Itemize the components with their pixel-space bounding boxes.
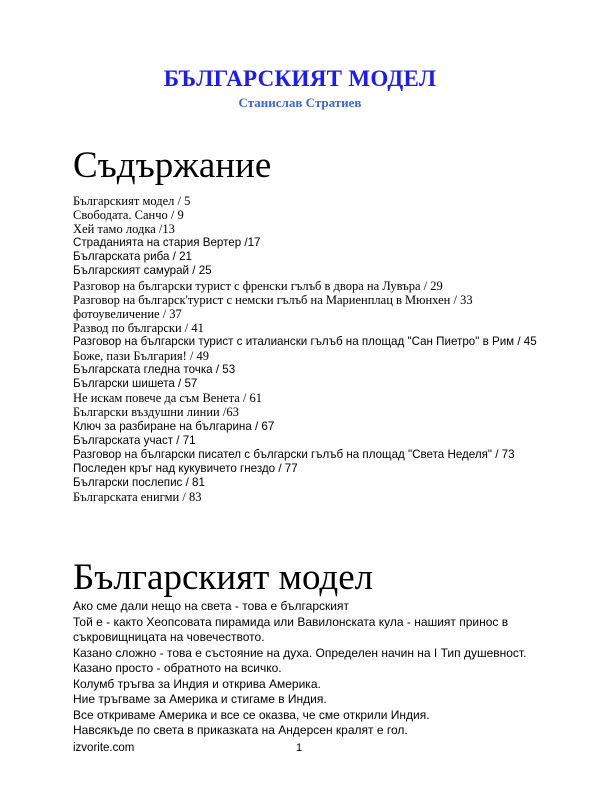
toc-item: Българският модел / 5 xyxy=(73,194,191,208)
chapter-paragraph: Казано сложно - това е състояние на духа. Определен начин на I Тип душевност. xyxy=(73,645,527,660)
toc-item: Българският самурай / 25 xyxy=(73,264,212,278)
chapter-body xyxy=(73,599,543,739)
chapter-paragraph: Той е - както Хеопсовата пирамида или Вавилонската кула - нашият принос в съкровищницата на човечеството. xyxy=(73,614,509,644)
toc-item: фотоувеличение / 37 xyxy=(73,306,182,321)
chapter-paragraph: Навсякъде по света в приказката на Андерсен кралят е гол. xyxy=(73,723,408,737)
toc-item: Българската енигми / 83 xyxy=(73,489,202,504)
toc-item: Страданията на стария Вертер /17 xyxy=(73,236,261,250)
toc-item: Боже, пази България! / 49 xyxy=(73,349,210,364)
toc-item: Хей тамо лодка /13 xyxy=(73,222,175,237)
footer-site: izvorite.com xyxy=(73,742,135,754)
toc-item: Разговор на български турист с италиански гълъб на площад "Сан Пиетро" в Рим / 45 xyxy=(73,334,537,348)
table-of-contents xyxy=(73,194,593,504)
chapter-paragraph: Колумб тръгва за Индия и открива Америка. xyxy=(73,676,321,691)
toc-heading: Съдържание xyxy=(73,145,272,186)
toc-item: Българската риба / 21 xyxy=(73,250,192,264)
toc-item: Разговор на български турист с френски гълъб в двора на Лувъра / 29 xyxy=(73,278,443,293)
page-number: 1 xyxy=(296,742,303,754)
toc-item: Българската участ / 71 xyxy=(73,433,196,447)
chapter-heading: Българският модел xyxy=(73,557,374,598)
toc-item: Свободата. Санчо / 9 xyxy=(73,208,184,223)
chapter-paragraph: Ние тръгваме за Америка и стигаме в Индия. xyxy=(73,692,327,706)
toc-item: Българската гледна точка / 53 xyxy=(73,363,236,377)
chapter-paragraph: Казано просто - обратното на всичко. xyxy=(73,661,282,675)
toc-item: Ключ за разбиране на българина / 67 xyxy=(73,419,275,433)
book-title: БЪЛГАРСКИЯТ МОДЕЛ xyxy=(163,66,437,91)
chapter-paragraph: Все откриваме Америка и все се оказва, че сме открили Индия. xyxy=(73,707,430,722)
toc-item: Разговор на български писател с български гълъб на площад "Света Неделя" / 73 xyxy=(73,447,515,461)
toc-item: Български послепис / 81 xyxy=(73,475,205,489)
toc-item: Български въздушни линии /63 xyxy=(73,405,239,420)
toc-item: Не искам повече да съм Венета / 61 xyxy=(73,391,262,406)
book-author: Станислав Стратиев xyxy=(238,95,362,110)
toc-item: Последен кръг над кукувичето гнездо / 77 xyxy=(73,461,298,475)
toc-item: Разговор на българск'турист с немски гълъб на Мариенплац в Мюнхен / 33 xyxy=(73,292,473,307)
toc-item: Развод по български / 41 xyxy=(73,320,204,335)
toc-item: Български шишета / 57 xyxy=(73,377,198,391)
chapter-paragraph: Ако сме дали нещо на света - това е българският xyxy=(73,599,349,613)
